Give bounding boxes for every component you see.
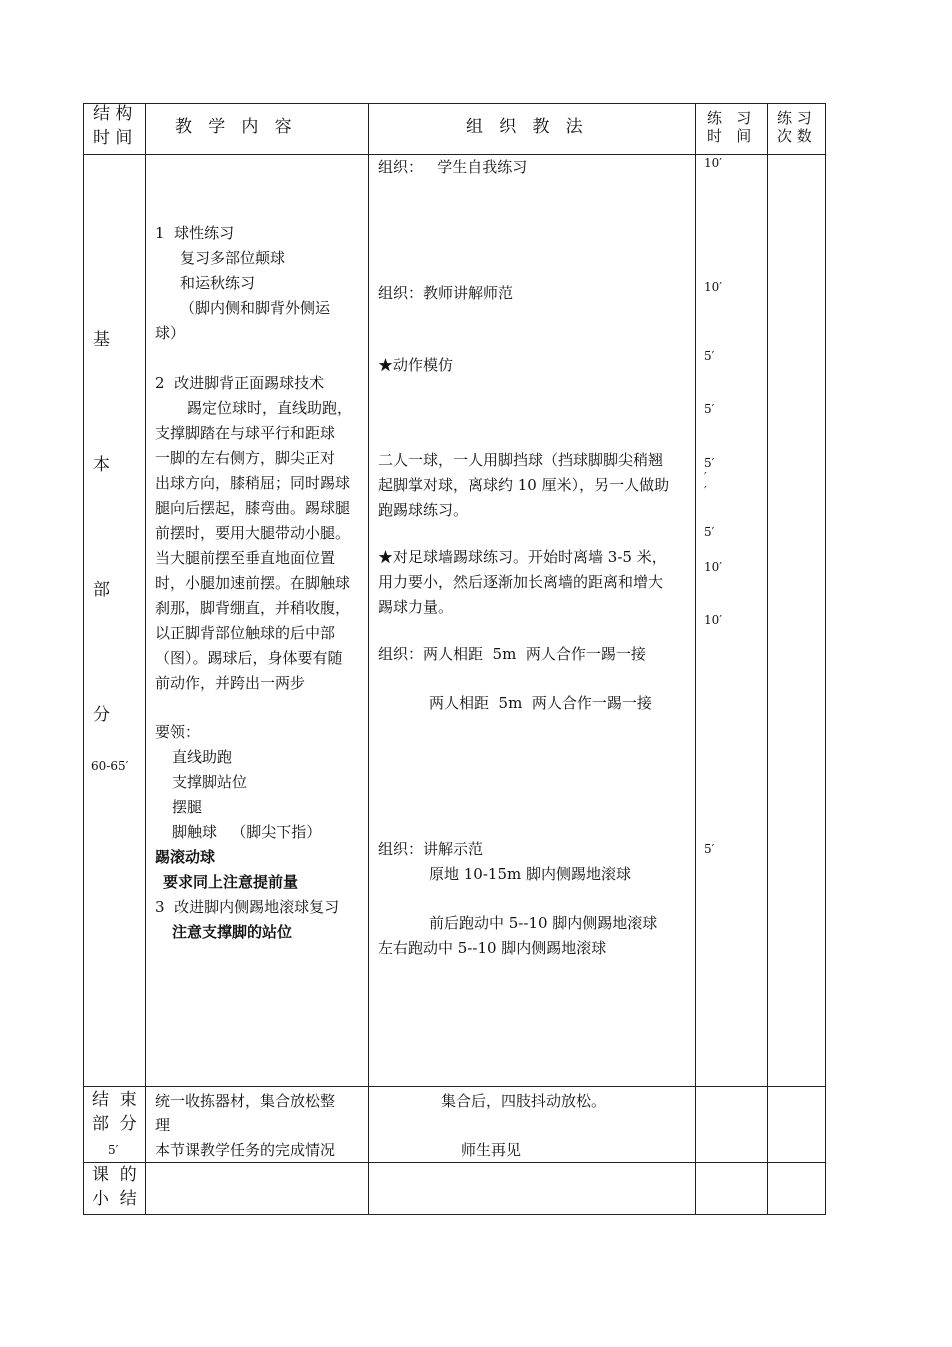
method-line: 用力要小，然后逐渐加长离墙的距离和增大	[378, 573, 664, 591]
table-border-bottom	[83, 1214, 826, 1215]
content-line: （图）。踢球后，身体要有随	[155, 649, 343, 667]
content-line: 出球方向，膝稍屈；同时踢球	[155, 474, 351, 492]
content-line: 支撑脚站位	[172, 773, 248, 791]
row-divider	[83, 1162, 826, 1163]
column-divider	[695, 103, 696, 1215]
method-line: 前后跑动中 5--10 脚内侧踢地滚球	[429, 914, 658, 932]
content-line: 当大腿前摆至垂直地面位置	[155, 549, 336, 567]
content-line: 1 球性练习	[155, 224, 235, 242]
column-divider	[145, 103, 146, 1215]
content-line: 前摆时，要用大腿带动小腿。	[155, 524, 351, 542]
time-mark: 10′	[704, 156, 722, 170]
section-label-char: 分	[93, 705, 110, 725]
method-line: 二人一球，一人用脚挡球（挡球脚脚尖稍翘	[378, 451, 664, 469]
method-line: ★对足球墙踢球练习。开始时离墙 3-5 米，	[378, 548, 667, 566]
method-line: 两人相距 5m 两人合作一踢一接	[429, 694, 652, 712]
time-mark: 10′	[704, 560, 722, 574]
time-mark: 5′	[704, 349, 715, 363]
summary-label: 小 结	[92, 1189, 137, 1209]
column-divider	[368, 103, 369, 1215]
content-line: 2 改进脚背正面踢球技术	[155, 374, 325, 392]
content-line: （脚内侧和脚背外侧运	[180, 299, 331, 317]
content-line: 踢定位球时，直线助跑，	[187, 399, 353, 417]
header-practice-time-line2: 时 间	[707, 127, 752, 145]
method-line: 组织：两人相距 5m 两人合作一踢一接	[378, 645, 646, 663]
content-line: 一脚的左右侧方，脚尖正对	[155, 449, 336, 467]
header-method: 组 织 教 法	[466, 117, 583, 137]
content-line: 和运秋练习	[180, 274, 256, 292]
content-line: 3 改进脚内侧踢地滚球复习	[155, 898, 340, 916]
end-content-line: 理	[155, 1116, 171, 1134]
end-method-line: 集合后，四肢抖动放松。	[441, 1092, 607, 1110]
time-mark: 5′	[704, 525, 715, 539]
row-divider	[83, 1086, 826, 1087]
time-mark: 10′	[704, 613, 722, 627]
content-line: 踢滚动球	[155, 848, 216, 866]
section-label-char: 基	[93, 330, 110, 350]
time-mark: 5′	[704, 842, 715, 856]
content-line: 前动作，并跨出一两步	[155, 674, 306, 692]
content-line: 摆腿	[172, 798, 203, 816]
method-line: 组织：教师讲解师范	[378, 284, 514, 302]
method-line: 起脚掌对球，离球约 10 厘米），另一人做助	[378, 476, 670, 494]
content-line: 要领：	[155, 723, 201, 741]
header-structure-time-line1: 结 构	[93, 104, 133, 124]
end-content-line: 本节课教学任务的完成情况	[155, 1141, 336, 1159]
time-mark: ′	[704, 470, 707, 484]
table-border-left	[83, 103, 84, 1215]
column-divider	[767, 103, 768, 1215]
content-line: 脚触球 （脚尖下指）	[172, 823, 322, 841]
content-line: 球）	[155, 324, 186, 342]
content-line: 复习多部位颠球	[180, 249, 286, 267]
end-content-line: 统一收拣器材，集合放松整	[155, 1092, 336, 1110]
header-structure-time-line2: 时 间	[93, 128, 133, 148]
content-line: 刹那，脚背绷直，并稍收腹，	[155, 599, 351, 617]
section-label-char: 部	[93, 580, 110, 600]
method-line: 组织： 学生自我练习	[378, 158, 528, 176]
method-line: 踢球力量。	[378, 598, 454, 616]
header-practice-count-line1: 练 习	[777, 109, 812, 127]
section-label-char: 本	[93, 455, 110, 475]
content-line: 腿向后摆起，膝弯曲。踢球腿	[155, 499, 351, 517]
header-content: 教 学 内 容	[175, 117, 292, 137]
method-line: 组织：讲解示范	[378, 840, 484, 858]
table-border-top	[83, 103, 826, 104]
end-method-line: 师生再见	[461, 1141, 522, 1159]
method-line: 原地 10-15m 脚内侧踢地滚球	[429, 865, 632, 883]
method-line: ★动作模仿	[378, 356, 454, 374]
content-line: 要求同上注意提前量	[163, 873, 299, 891]
end-section-label: 部 分	[92, 1114, 137, 1134]
table-border-right	[825, 103, 826, 1215]
header-practice-count-line2: 次 数	[777, 127, 812, 145]
end-duration: 5′	[108, 1143, 119, 1157]
time-mark: 10′	[704, 280, 722, 294]
header-practice-time-line1: 练 习	[707, 109, 752, 127]
time-mark: ′	[704, 484, 707, 498]
content-line: 注意支撑脚的站位	[172, 923, 293, 941]
end-section-label: 结 束	[92, 1090, 137, 1110]
content-line: 时，小腿加速前摆。在脚触球	[155, 574, 351, 592]
time-mark: 5′	[704, 456, 715, 470]
content-line: 支撑脚踏在与球平行和距球	[155, 424, 336, 442]
method-line: 跑踢球练习。	[378, 501, 469, 519]
lesson-plan-table	[83, 103, 826, 1215]
content-line: 以正脚背部位触球的后中部	[155, 624, 336, 642]
content-line: 直线助跑	[172, 748, 233, 766]
time-mark: 5′	[704, 402, 715, 416]
section-duration: 60-65′	[91, 759, 129, 773]
method-line: 左右跑动中 5--10 脚内侧踢地滚球	[378, 939, 607, 957]
summary-label: 课 的	[92, 1165, 137, 1185]
